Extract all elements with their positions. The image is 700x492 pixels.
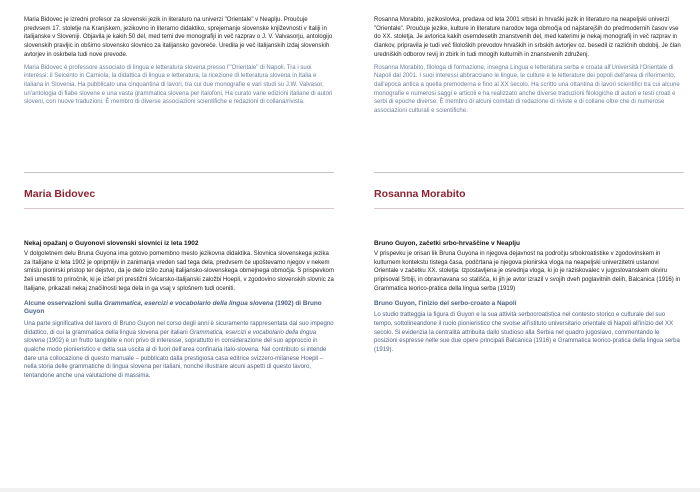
abstract-title-italian-left <box>24 300 334 317</box>
name-underline-left <box>24 208 334 209</box>
abstract-title-slovene-left: Nekaj opažanj o Guyonovi slovenski slovnici iz leta 1902 <box>24 240 199 247</box>
abstract-text-italian-right: Lo studio tratteggia la figura di Guyon e la sua attività serbocroatistica nel contesto storico e culturale del suo tempo, sottolineandone il ruolo pionieristico che svolse all'istituto universitario orientale di Napoli all'inizio del XX secolo. Si evidenzia la centralità attribuita dallo studioso alla Serbia nel quadro jugoslavo, commentando le posizioni espresse nelle sue due opere principali Balcanica (1916) e Grammatica teorico-pratica della lingua serba (1919). <box>374 312 680 353</box>
divider-right <box>374 172 684 173</box>
abstract-title-slovene-right: Bruno Guyon, začetki srbo-hrvaščine v Neaplju <box>374 240 520 247</box>
bio-slovene-left: Maria Bidovec je izredni profesor za slovenski jezik in literaturo na univerzi "Orientale" v Neaplju. Proučuje predvsem 17. stoletje na Kranjskem, jezikovno in literarno didaktiko, sprejemanje slovenske književnosti v Italiji in italijanske v Sloveniji. Objavila je kakih 50 del, med temi dve monografiji in več razprav o J. V. Valvasorju, antologijo slovenskih pravljic in obširno slovensko slovnico za italijansko govoreče. Uredila je več italijanskih izdaj slovenskih avtorjev in oskrbela tudi nove prevode. <box>24 17 333 58</box>
abstract-text-italian-left <box>24 320 334 381</box>
abstract-title-italian-right: Bruno Guyon, l'inizio del serbo-croato a Napoli <box>374 299 517 307</box>
name-underline-right <box>374 208 684 209</box>
bio-italian-left: Maria Bidovec è professore associato di lingua e letteratura slovena presso l'"Orientale" di Napoli. Tra i suoi interessi: il Seicento in Carniola, la didattica di lingua e letteratura, la ricezione di letteratura slovena in Italia e italiana in Slovenia. Ha pubblicato una cinquantina di lavori, tra cui due monografie e vari studi su J.W. Valvasor, un'antologia di fiabe slovene e una vasta grammatica slovena per italofoni. Ha curato varie edizioni italiane di autori sloveni, con nuove traduzioni. È membro di diverse associazioni scientifiche e redazioni di collana/rivista. <box>24 64 333 106</box>
abstract-text-slovene-left: V dolgoletnem delu Bruna Guyona ima gotovo pomembno mesto jezikovna didaktika. Slovnica slovenskega jezika za Italijane iz leta 1902 je opripmljiv in zanimanja vreden sad tega dela, predvsem če upoštevamo njegov v nekem smislu pionirski pristop ter dejstvo, da je delo izšlo zunaj italijansko-slovenskega obmejnega območja. S prispevkom želi umestiti to priročnik, ki je izšel pri prestižni švicarsko-italijanski založbi Hoepli, v zgodovino slovenskih slovnic za Italijane, prikazati nekaj značilnosti tega dela in ga vsaj v splošnem tudi oceniti. <box>24 251 334 292</box>
title-it-part-c: (1902) di Bruno Guyon <box>24 299 322 316</box>
bio-italian-right: Rosanna Morabito, filologa di formazione, insegna Lingua e letteratura serba e croata all'Università l'Orientale di Napoli dal 2001. I suoi interessi abbracciano le lingue, le culture e le letterature dei popoli dell'area di riferimento, dall'epoca antica a quella premoderna e fino al XX secolo. Ha scritto una ottantina di lavori scientifici tra cui alcune monografie e numerosi saggi e articoli e ha realizzato anche diverse traduzioni filologiche di autori e testi croati e serbi di epoche diverse. È membro di alcuni comitati di redazione di riviste e di collane oltre che di numerose associazioni culturali e scientifiche. <box>374 64 680 115</box>
abstract-it-book: Grammatica, esercizi e vocabolario della lingua slovena <box>24 329 317 345</box>
title-it-book: Grammatica, esercizi e vocabolario della lingua slovena <box>103 299 274 307</box>
abstract-it-part-c: (1902) è un frutto tangibile e non privo di interesse, soprattutto in considerazione del suo approccio in qualche modo pionieristico e della sua uscita al di fuori dell'area confinaria italo-slovena. Nel contributo si intende dare una collocazione di questo manuale – pubblicato dalla prestigiosa casa editrice svizzero-milanese Hoepli – nella storia delle grammatiche di lingua slovena per italiani, nonché illustrare alcuni aspetti di questo lavoro, tentandone anche una valutazione di massima. <box>24 338 327 380</box>
title-it-part-a: Alcune osservazioni sulla <box>24 299 104 307</box>
abstract-text-slovene-right: V prispevku je orisan lik Bruna Guyona in njegova dejavnost na področju srbokroatistike v zgodovinskem in kulturnem kontekstu tistega časa, podčrtana je njegova pionirska vloga na neapeljski univerzitetni ustanovi Orientale v začetku XX. stoletja. Izpostavljena je osrednja vloga, ki jo je raziskovalec v jugoslovanskem okviru pripisoval Srbiji, in obravnavana so stališča, ki jih je avtor izrazil v svojih dveh poglavitnih delih, Balcanica (1916) in Grammatica teorico-pratica della lingua serba (1919) <box>374 251 681 292</box>
page-bottom-edge <box>0 488 700 492</box>
bio-slovene-right: Rosanna Morabito, jezikoslovka, predava od leta 2001 srbski in hrvaški jezik in literaturo na neapeljski univerzi "Orientale". Proučuje jezike, kulture in literature narodov tega območja od najstarejših do predmodernih časov vse do XX. stoletja. Je avtorica kakih osemdesetih znanstvenih del, med katerimi je nekaj monografij in več razprav in člankov, pripravila je tudi več filoloških prevodov hrvaških in srbskih avtorjev oz. besedil iz različnih obdobij. Je član uredniških odborov revij in zbirk in tudi mnogih kulturnih in znanstvenih združenj. <box>374 17 681 58</box>
abstract-left <box>24 240 334 385</box>
author-name-right: Rosanna Morabito <box>374 188 466 200</box>
author-bio-right <box>374 16 684 120</box>
divider-left <box>24 172 334 173</box>
abstract-right <box>374 240 684 359</box>
author-bio-left <box>24 16 334 111</box>
abstract-it-part-a: Una parte significativa del lavoro di Bruno Guyon nel corso degli anni è sicuramente rappresentata dal suo impegno didattico, di cui la grammatica della lingua slovena per italiani <box>24 320 334 336</box>
author-name-left: Maria Bidovec <box>24 188 96 200</box>
